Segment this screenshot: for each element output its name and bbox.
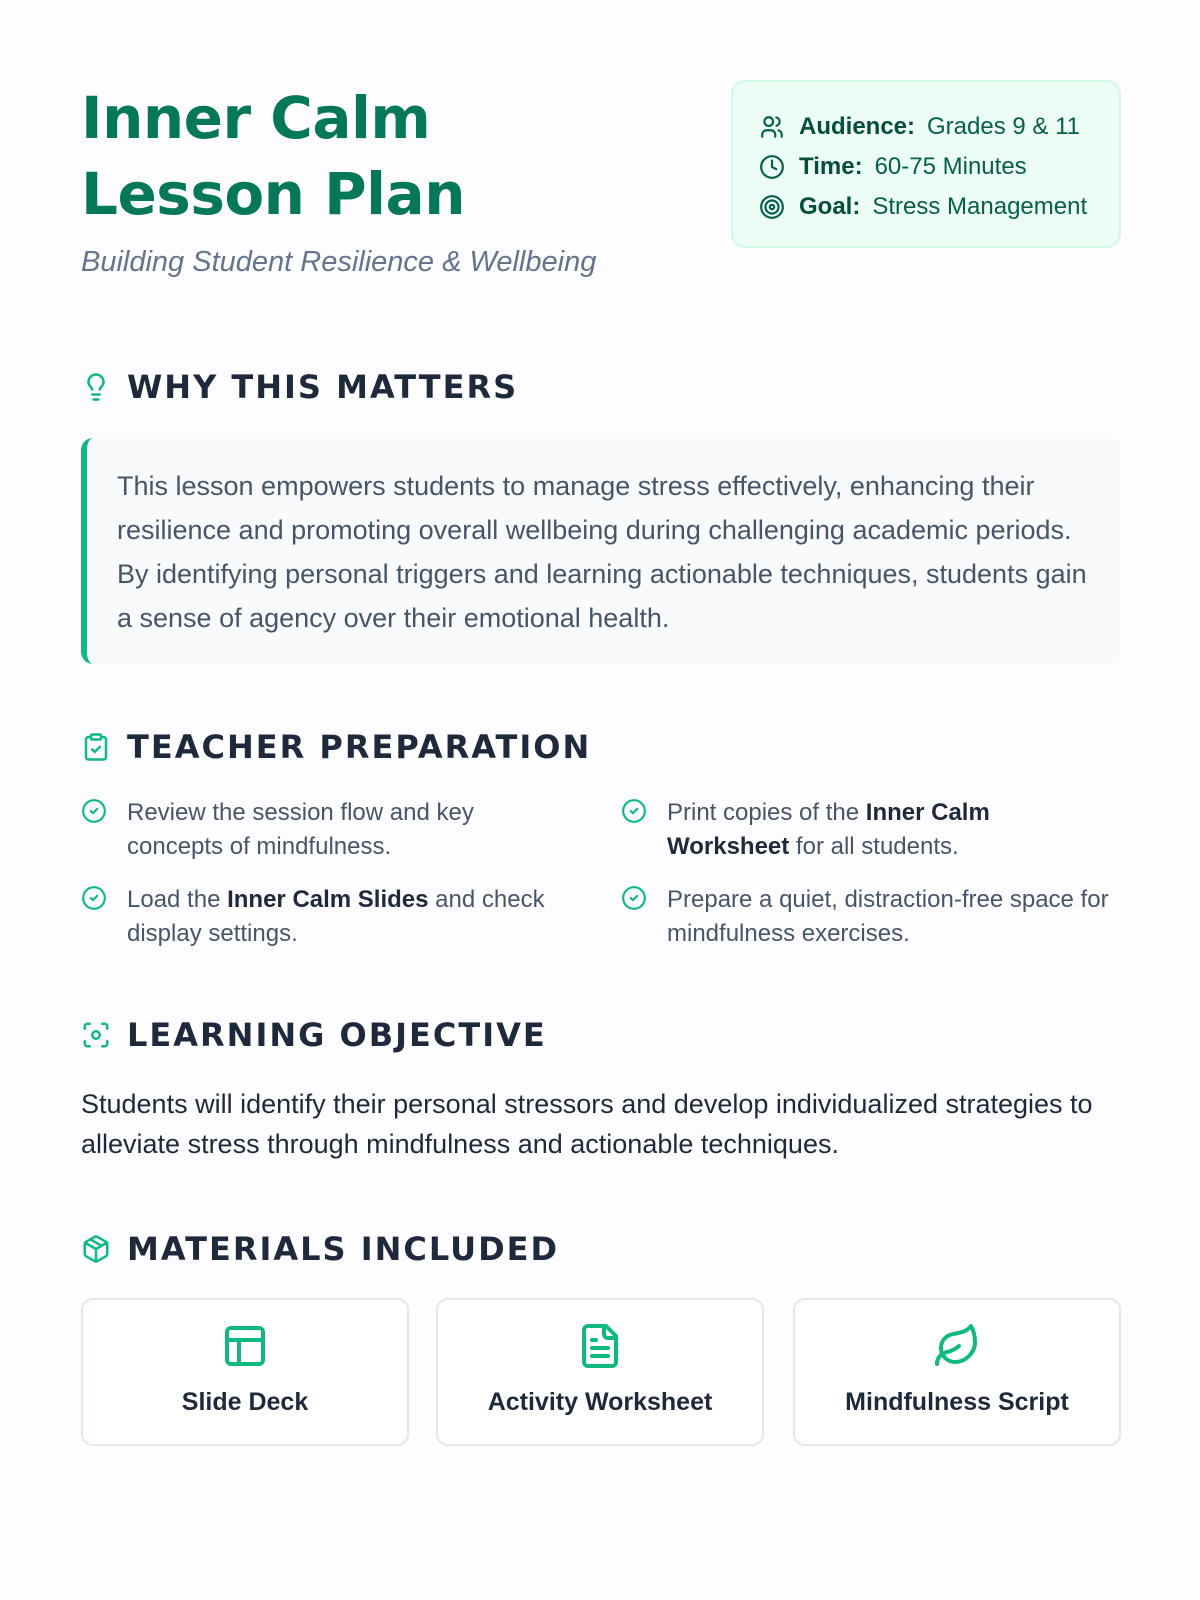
check-circle-icon: [621, 885, 647, 911]
check-circle-icon: [621, 798, 647, 824]
prep-item-text-pre: Print copies of the: [667, 799, 866, 826]
why-callout: This lesson empowers students to manage stress effectively, enhancing their resilience and promoting overall wellbeing during challenging academic periods. By identifying personal triggers and learning actionable techniques, students gain a sense of agency over their emotional health.: [81, 438, 1121, 664]
focus-icon: [81, 1020, 111, 1050]
prep-item-text-bold: Inner Calm Worksheet: [667, 799, 990, 860]
prep-item-text-pre: Review the session flow and key concepts of mindfulness.: [127, 799, 474, 860]
material-card-label: Mindfulness Script: [845, 1388, 1069, 1416]
package-icon: [81, 1234, 111, 1264]
leaf-icon: [933, 1322, 981, 1370]
material-card-slide-deck[interactable]: [81, 1298, 409, 1446]
prep-item-text-bold: Inner Calm Slides: [227, 886, 429, 913]
prep-item-text-post: for all students.: [789, 833, 959, 860]
prep-item-text: [667, 883, 1111, 951]
file-text-icon: [576, 1322, 624, 1370]
meta-audience-value: Grades 9 & 11: [927, 113, 1080, 140]
section-heading-prep-text: TEACHER PREPARATION: [127, 728, 592, 766]
layout-icon: [221, 1322, 269, 1370]
section-heading-prep: [81, 728, 591, 766]
meta-time-value: 60-75 Minutes: [874, 153, 1027, 180]
section-heading-materials: [81, 1230, 559, 1268]
users-icon: [759, 114, 785, 140]
material-card-label: Activity Worksheet: [487, 1388, 713, 1416]
meta-time: [759, 147, 1093, 187]
section-heading-objective-text: LEARNING OBJECTIVE: [127, 1016, 547, 1054]
objective-text: Students will identify their personal stressors and develop individualized strategies to alleviate stress through mindfulness and actionable techniques.: [81, 1089, 1093, 1159]
title-line-1: Inner Calm: [81, 84, 431, 152]
section-heading-why: [81, 368, 518, 406]
check-circle-icon: [81, 798, 107, 824]
lesson-meta-card: [731, 80, 1121, 248]
check-circle-icon: [81, 885, 107, 911]
prep-item-text-pre: Load the: [127, 886, 228, 913]
prep-item-text: [127, 796, 571, 864]
prep-item: [621, 796, 1111, 864]
lightbulb-icon: [81, 372, 111, 402]
section-heading-objective: [81, 1016, 547, 1054]
prep-item-text: [127, 883, 571, 951]
page-title: [81, 80, 465, 232]
material-card-label: Slide Deck: [181, 1388, 309, 1416]
prep-item: [81, 883, 571, 951]
prep-item-text: [667, 796, 1111, 864]
material-card-activity-worksheet[interactable]: [436, 1298, 764, 1446]
material-card-mindfulness-script[interactable]: [793, 1298, 1121, 1446]
prep-item-text-pre: Prepare a quiet, distraction-free space for mindfulness exercises.: [667, 886, 1109, 947]
meta-goal-value: Stress Management: [872, 193, 1088, 220]
clipboard-check-icon: [81, 732, 111, 762]
prep-item: [81, 796, 571, 864]
prep-item: [621, 883, 1111, 951]
page-subtitle: Building Student Resilience & Wellbeing: [81, 246, 597, 278]
meta-time-label: Time:: [799, 153, 863, 180]
meta-audience: [759, 107, 1093, 147]
meta-goal: [759, 187, 1093, 227]
meta-goal-label: Goal:: [799, 193, 861, 220]
meta-audience-label: Audience:: [799, 113, 916, 140]
title-line-2: Lesson Plan: [81, 160, 465, 228]
section-heading-materials-text: MATERIALS INCLUDED: [127, 1230, 560, 1268]
clock-icon: [759, 154, 785, 180]
target-icon: [759, 194, 785, 220]
prep-item-text-post: and check display settings.: [127, 886, 545, 947]
section-heading-why-text: WHY THIS MATTERS: [127, 368, 519, 406]
